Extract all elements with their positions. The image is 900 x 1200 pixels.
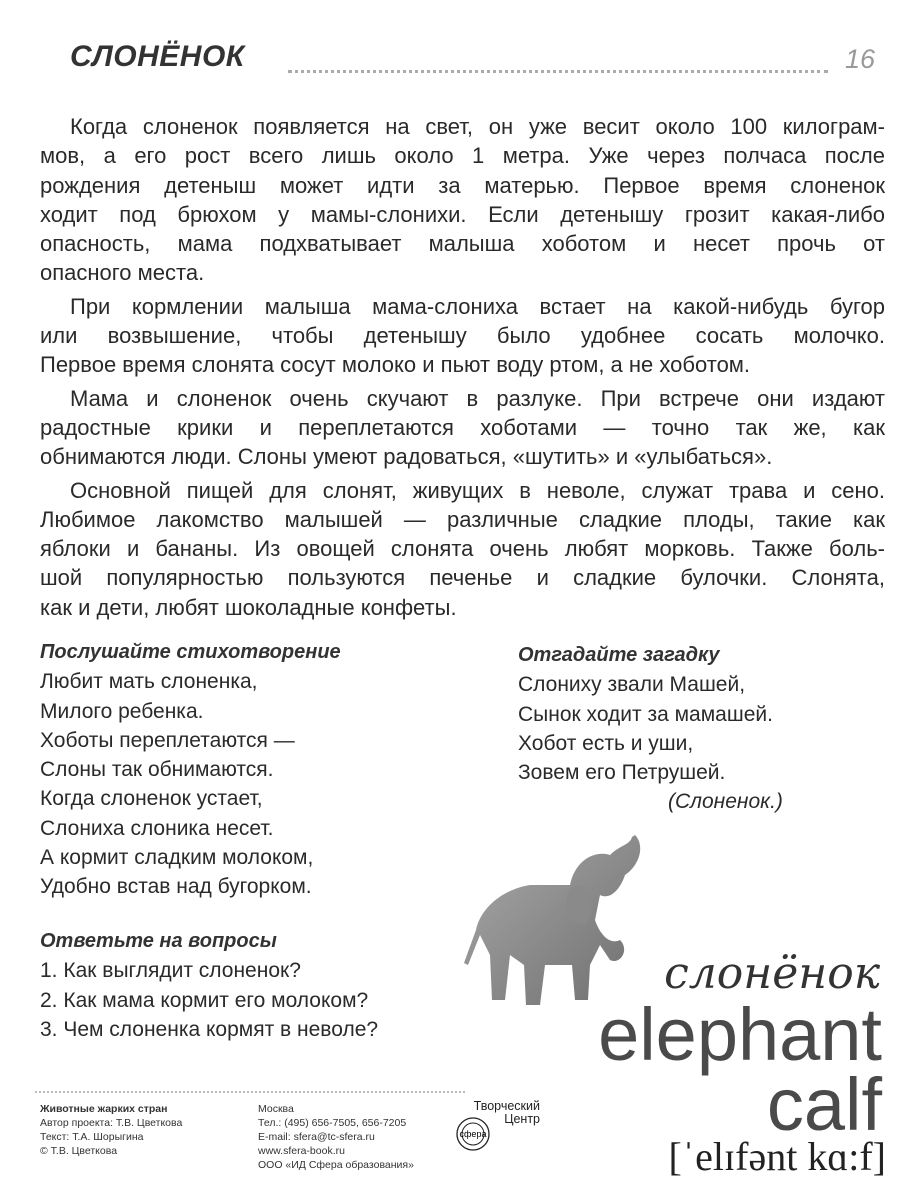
poem-line: Слоны так обнимаются. bbox=[40, 758, 274, 782]
questions-section bbox=[40, 927, 378, 1044]
vocab-russian-word: слонёнок bbox=[664, 948, 880, 999]
footer-line: Автор проекта: Т.В. Цветкова bbox=[40, 1117, 183, 1129]
poem-line: Когда слоненок устает, bbox=[40, 787, 263, 811]
text-line: или возвышение, чтобы детенышу было удобнее сосать молочко. bbox=[40, 323, 885, 349]
sfera-logo-icon bbox=[453, 1112, 493, 1152]
text-line: обнимаются люди. Слоны умеют радоваться, «шутить» и «улыбаться». bbox=[40, 444, 773, 470]
footer-line: Тел.: (495) 656-7505, 656-7205 bbox=[258, 1117, 407, 1129]
paragraph bbox=[40, 292, 885, 380]
title-dotted-rule bbox=[288, 70, 828, 73]
question-item: 3. Чем слоненка кормят в неволе? bbox=[40, 1017, 379, 1041]
footer-line: www.sfera-book.ru bbox=[258, 1145, 345, 1157]
text-line: Первое время слонята сосут молоко и пьют воду ртом, а не хоботом. bbox=[40, 352, 751, 378]
vocab-english-line-1: elephant bbox=[598, 993, 882, 1076]
question-item: 1. Как выглядит слоненок? bbox=[40, 959, 301, 983]
main-text bbox=[40, 112, 885, 626]
text-line: Любимое лакомство малышей — различные сладкие плоды, такие как bbox=[40, 506, 885, 532]
footer-line: Текст: Т.А. Шорыгина bbox=[40, 1131, 144, 1143]
text-line: мов, а его рост всего лишь около 1 метра. Уже через полчаса после bbox=[40, 143, 885, 169]
logo-text-line-1: Творческий bbox=[473, 1099, 540, 1113]
footer-credits bbox=[40, 1102, 182, 1158]
footer-line: Животные жарких стран bbox=[40, 1103, 168, 1115]
page-title: СЛОНЁНОК bbox=[70, 40, 245, 73]
page-number: 16 bbox=[845, 44, 876, 74]
text-line: При кормлении малыша мама-слониха встает на какой-нибудь бугор bbox=[70, 293, 885, 319]
text-line: рождения детеныш может идти за матерью. Первое время слоненок bbox=[40, 172, 885, 198]
footer-dotted-rule bbox=[35, 1091, 465, 1093]
text-line: шой популярностью пользуются печенье и сладкие булочки. Слонята, bbox=[40, 565, 885, 591]
text-line: Мама и слоненок очень скучают в разлуке. При встрече они издают bbox=[70, 385, 885, 411]
question-item: 2. Как мама кормит его молоком? bbox=[40, 988, 369, 1012]
publisher-logo bbox=[445, 1099, 540, 1139]
logo-text-line-2: Центр bbox=[504, 1112, 540, 1126]
poem-line: А кормит сладким молоком, bbox=[40, 846, 314, 870]
text-line: Когда слоненок появляется на свет, он уже весит около 100 килограм- bbox=[70, 114, 885, 139]
paragraph bbox=[40, 112, 885, 288]
text-line: яблоки и бананы. Из овощей слонята очень любят морковь. Также боль- bbox=[40, 536, 885, 562]
footer-line: E-mail: sfera@tc-sfera.ru bbox=[258, 1131, 375, 1143]
footer-line: © Т.В. Цветкова bbox=[40, 1145, 118, 1157]
poem-line: Слониха слоника несет. bbox=[40, 816, 274, 840]
riddle-line: Сынок ходит за мамашей. bbox=[518, 702, 773, 726]
elephant-calf-image bbox=[460, 815, 650, 1015]
poem-line: Милого ребенка. bbox=[40, 699, 204, 723]
text-line: как и дети, любят шоколадные конфеты. bbox=[40, 594, 457, 620]
footer-publisher bbox=[258, 1102, 414, 1172]
poem-heading: Послушайте стихотворение bbox=[40, 641, 341, 663]
footer-line: ООО «ИД Сфера образования» bbox=[258, 1159, 414, 1171]
text-line: Основной пищей для слонят, живущих в неволе, служат трава и сено. bbox=[70, 477, 885, 503]
paragraph bbox=[40, 384, 885, 472]
vocab-english-word bbox=[598, 993, 882, 1146]
paragraph bbox=[40, 476, 885, 622]
questions-heading: Ответьте на вопросы bbox=[40, 930, 277, 952]
riddle-answer: (Слоненок.) bbox=[668, 790, 783, 814]
riddle-section bbox=[518, 641, 783, 817]
text-line: опасного места. bbox=[40, 260, 205, 286]
vocab-transcription: [ˈelɪfənt kɑ:f] bbox=[668, 1134, 886, 1179]
poem-line: Хоботы переплетаются — bbox=[40, 728, 295, 752]
text-line: опасность, мама подхватывает малыша хоботом и несет прочь от bbox=[40, 231, 885, 257]
text-line: радостные крики и переплетаются хоботами — точно так же, как bbox=[40, 414, 885, 440]
footer-line: Москва bbox=[258, 1103, 294, 1115]
poem-line: Любит мать слоненка, bbox=[40, 670, 258, 694]
text-line: ходит под брюхом у мамы-слонихи. Если детенышу грозит какая-либо bbox=[40, 201, 885, 227]
vocab-english-line-2: calf bbox=[766, 1063, 882, 1146]
riddle-line: Хобот есть и уши, bbox=[518, 731, 694, 755]
riddle-heading: Отгадайте загадку bbox=[518, 644, 720, 666]
logo-mark-text: сфера bbox=[459, 1129, 487, 1139]
poem-section bbox=[40, 638, 341, 902]
poem-line: Удобно встав над бугорком. bbox=[40, 875, 312, 899]
riddle-line: Зовем его Петрушей. bbox=[518, 761, 726, 785]
riddle-line: Слониху звали Машей, bbox=[518, 673, 746, 697]
elephant-silhouette bbox=[464, 835, 640, 1005]
